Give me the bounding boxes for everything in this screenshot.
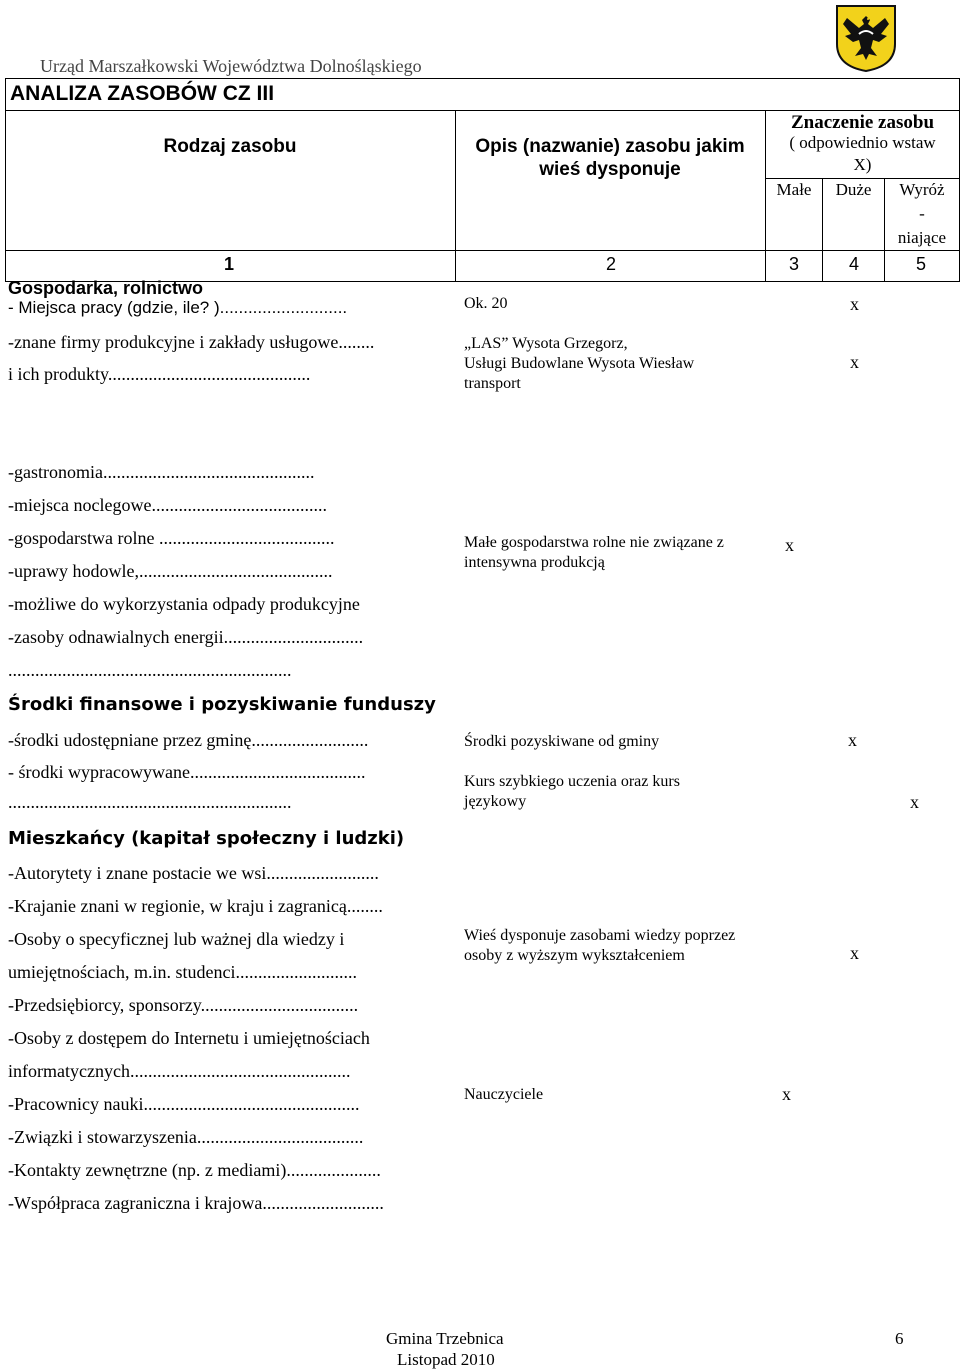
col-number-5: 5 (916, 254, 927, 274)
row-special-people-description-line1: Wieś dysponuje zasobami wiedzy poprzez (464, 927, 736, 944)
row-waste: -możliwe do wykorzystania odpady produkcyjne (8, 594, 360, 614)
row-lodging: -miejsca noclegowe....................................... (8, 495, 327, 515)
row-farms: -gospodarstwa rolne ....................................... (8, 528, 335, 548)
section-finance-title: Środki finansowe i pozyskiwanie funduszy (8, 694, 436, 715)
section-residents-title: Mieszkańcy (kapitał społeczny i ludzki) (8, 828, 405, 849)
header-small: Małe (776, 180, 812, 199)
row-gmina-funds-mark: x (848, 730, 857, 750)
row-unions: -Związki i stowarzyszenia..................................... (8, 1127, 364, 1147)
row-emigrants: -Krajanie znani w regionie, w kraju i zagranicą........ (8, 896, 383, 916)
office-name: Urząd Marszałkowski Województwa Dolnośląskiego (40, 56, 422, 76)
row-firms-description-line1: „LAS” Wysota Grzegorz, (464, 335, 628, 352)
row-special-people-line2: umiejętnościach, m.in. studenci........................... (8, 962, 357, 982)
col-number-4: 4 (849, 254, 860, 274)
col-divider-1 (455, 110, 456, 281)
col-number-2: 2 (606, 254, 617, 274)
header-significance-sub2: X) (853, 155, 872, 174)
header-significance-sub1: ( odpowiednio wstaw (789, 133, 936, 152)
row-firms-description-line2: Usługi Budowlane Wysota Wiesław (464, 355, 695, 372)
row-own-funds-dots: ............................................................... (8, 792, 292, 812)
row-firms: -znane firmy produkcyjne i zakłady usługowe........ (8, 332, 375, 352)
sub-header-line (765, 178, 960, 179)
row-special-people-line1: -Osoby o specyficznej lub ważnej dla wiedzy i (8, 929, 345, 949)
col-number-3: 3 (789, 254, 800, 274)
header-resource-type: Rodzaj zasobu (163, 136, 297, 157)
row-special-people-description-line2: osoby z wyższym wykształceniem (464, 947, 685, 964)
col-number-1: 1 (224, 254, 235, 274)
row-own-funds-mark: x (910, 792, 919, 812)
row-firms-description-line3: transport (464, 375, 521, 392)
header-outstanding-3: niające (897, 228, 947, 247)
row-own-funds-description-line1: Kurs szybkiego uczenia oraz kurs (464, 773, 680, 790)
row-gmina-funds: -środki udostępniane przez gminę.......................... (8, 730, 369, 750)
row-gastronomy: -gastronomia............................................... (8, 462, 315, 482)
footer-commune: Gmina Trzebnica (386, 1329, 504, 1348)
row-jobs: - Miejsca pracy (gdzie, ile? )........................... (8, 298, 348, 317)
row-internet-line1: -Osoby z dostępem do Internetu i umiejętnościach (8, 1028, 370, 1048)
row-authorities: -Autorytety i znane postacie we wsi......................... (8, 863, 379, 883)
table-top-border (5, 110, 960, 111)
row-special-people-mark: x (850, 943, 859, 963)
row-jobs-description: Ok. 20 (464, 295, 508, 312)
header-outstanding-2: - (919, 204, 925, 223)
row-breeding: -uprawy hodowle,........................................... (8, 561, 333, 581)
row-economy-dots: ............................................................... (8, 660, 292, 680)
section-economy-title: Gospodarka, rolnictwo (8, 278, 204, 298)
row-gmina-funds-description: Środki pozyskiwane od gminy (464, 733, 660, 750)
row-cooperation: -Współpraca zagraniczna i krajowa........................... (8, 1193, 384, 1213)
row-jobs-mark: x (850, 294, 859, 314)
row-firms-continued: i ich produkty............................................. (8, 364, 311, 384)
row-contacts: -Kontakty zewnętrzne (np. z mediami)..................... (8, 1160, 381, 1180)
document-title: ANALIZA ZASOBÓW CZ III (10, 82, 275, 105)
row-own-funds: - środki wypracowywane....................................... (8, 762, 366, 782)
row-scientists: -Pracownicy nauki................................................ (8, 1094, 360, 1114)
header-significance: Znaczenie zasobu (790, 112, 935, 133)
row-farms-description-line1: Małe gospodarstwa rolne nie związane z (464, 534, 724, 551)
lower-silesia-eagle-crest-icon (835, 4, 897, 72)
row-firms-mark: x (850, 352, 859, 372)
row-renewable: -zasoby odnawialnych energii............................... (8, 627, 364, 647)
row-own-funds-description-line2: językowy (464, 793, 527, 810)
row-internet-line2: informatycznych................................................. (8, 1061, 351, 1081)
row-farms-mark: x (785, 535, 794, 555)
table-left-border (5, 110, 6, 281)
row-entrepreneurs: -Przedsiębiorcy, sponsorzy................................... (8, 995, 359, 1015)
header-large: Duże (835, 180, 872, 199)
number-row-line (5, 250, 960, 251)
row-scientists-description: Nauczyciele (464, 1086, 544, 1103)
row-farms-description-line2: intensywna produkcją (464, 554, 605, 571)
header-description-line2: wieś dysponuje (539, 159, 681, 180)
header-description-line1: Opis (nazwanie) zasobu jakim (475, 136, 745, 157)
page-number: 6 (895, 1329, 904, 1348)
header-outstanding-1: Wyróż (899, 180, 945, 199)
row-scientists-mark: x (782, 1084, 791, 1104)
footer-date: Listopad 2010 (397, 1350, 495, 1369)
